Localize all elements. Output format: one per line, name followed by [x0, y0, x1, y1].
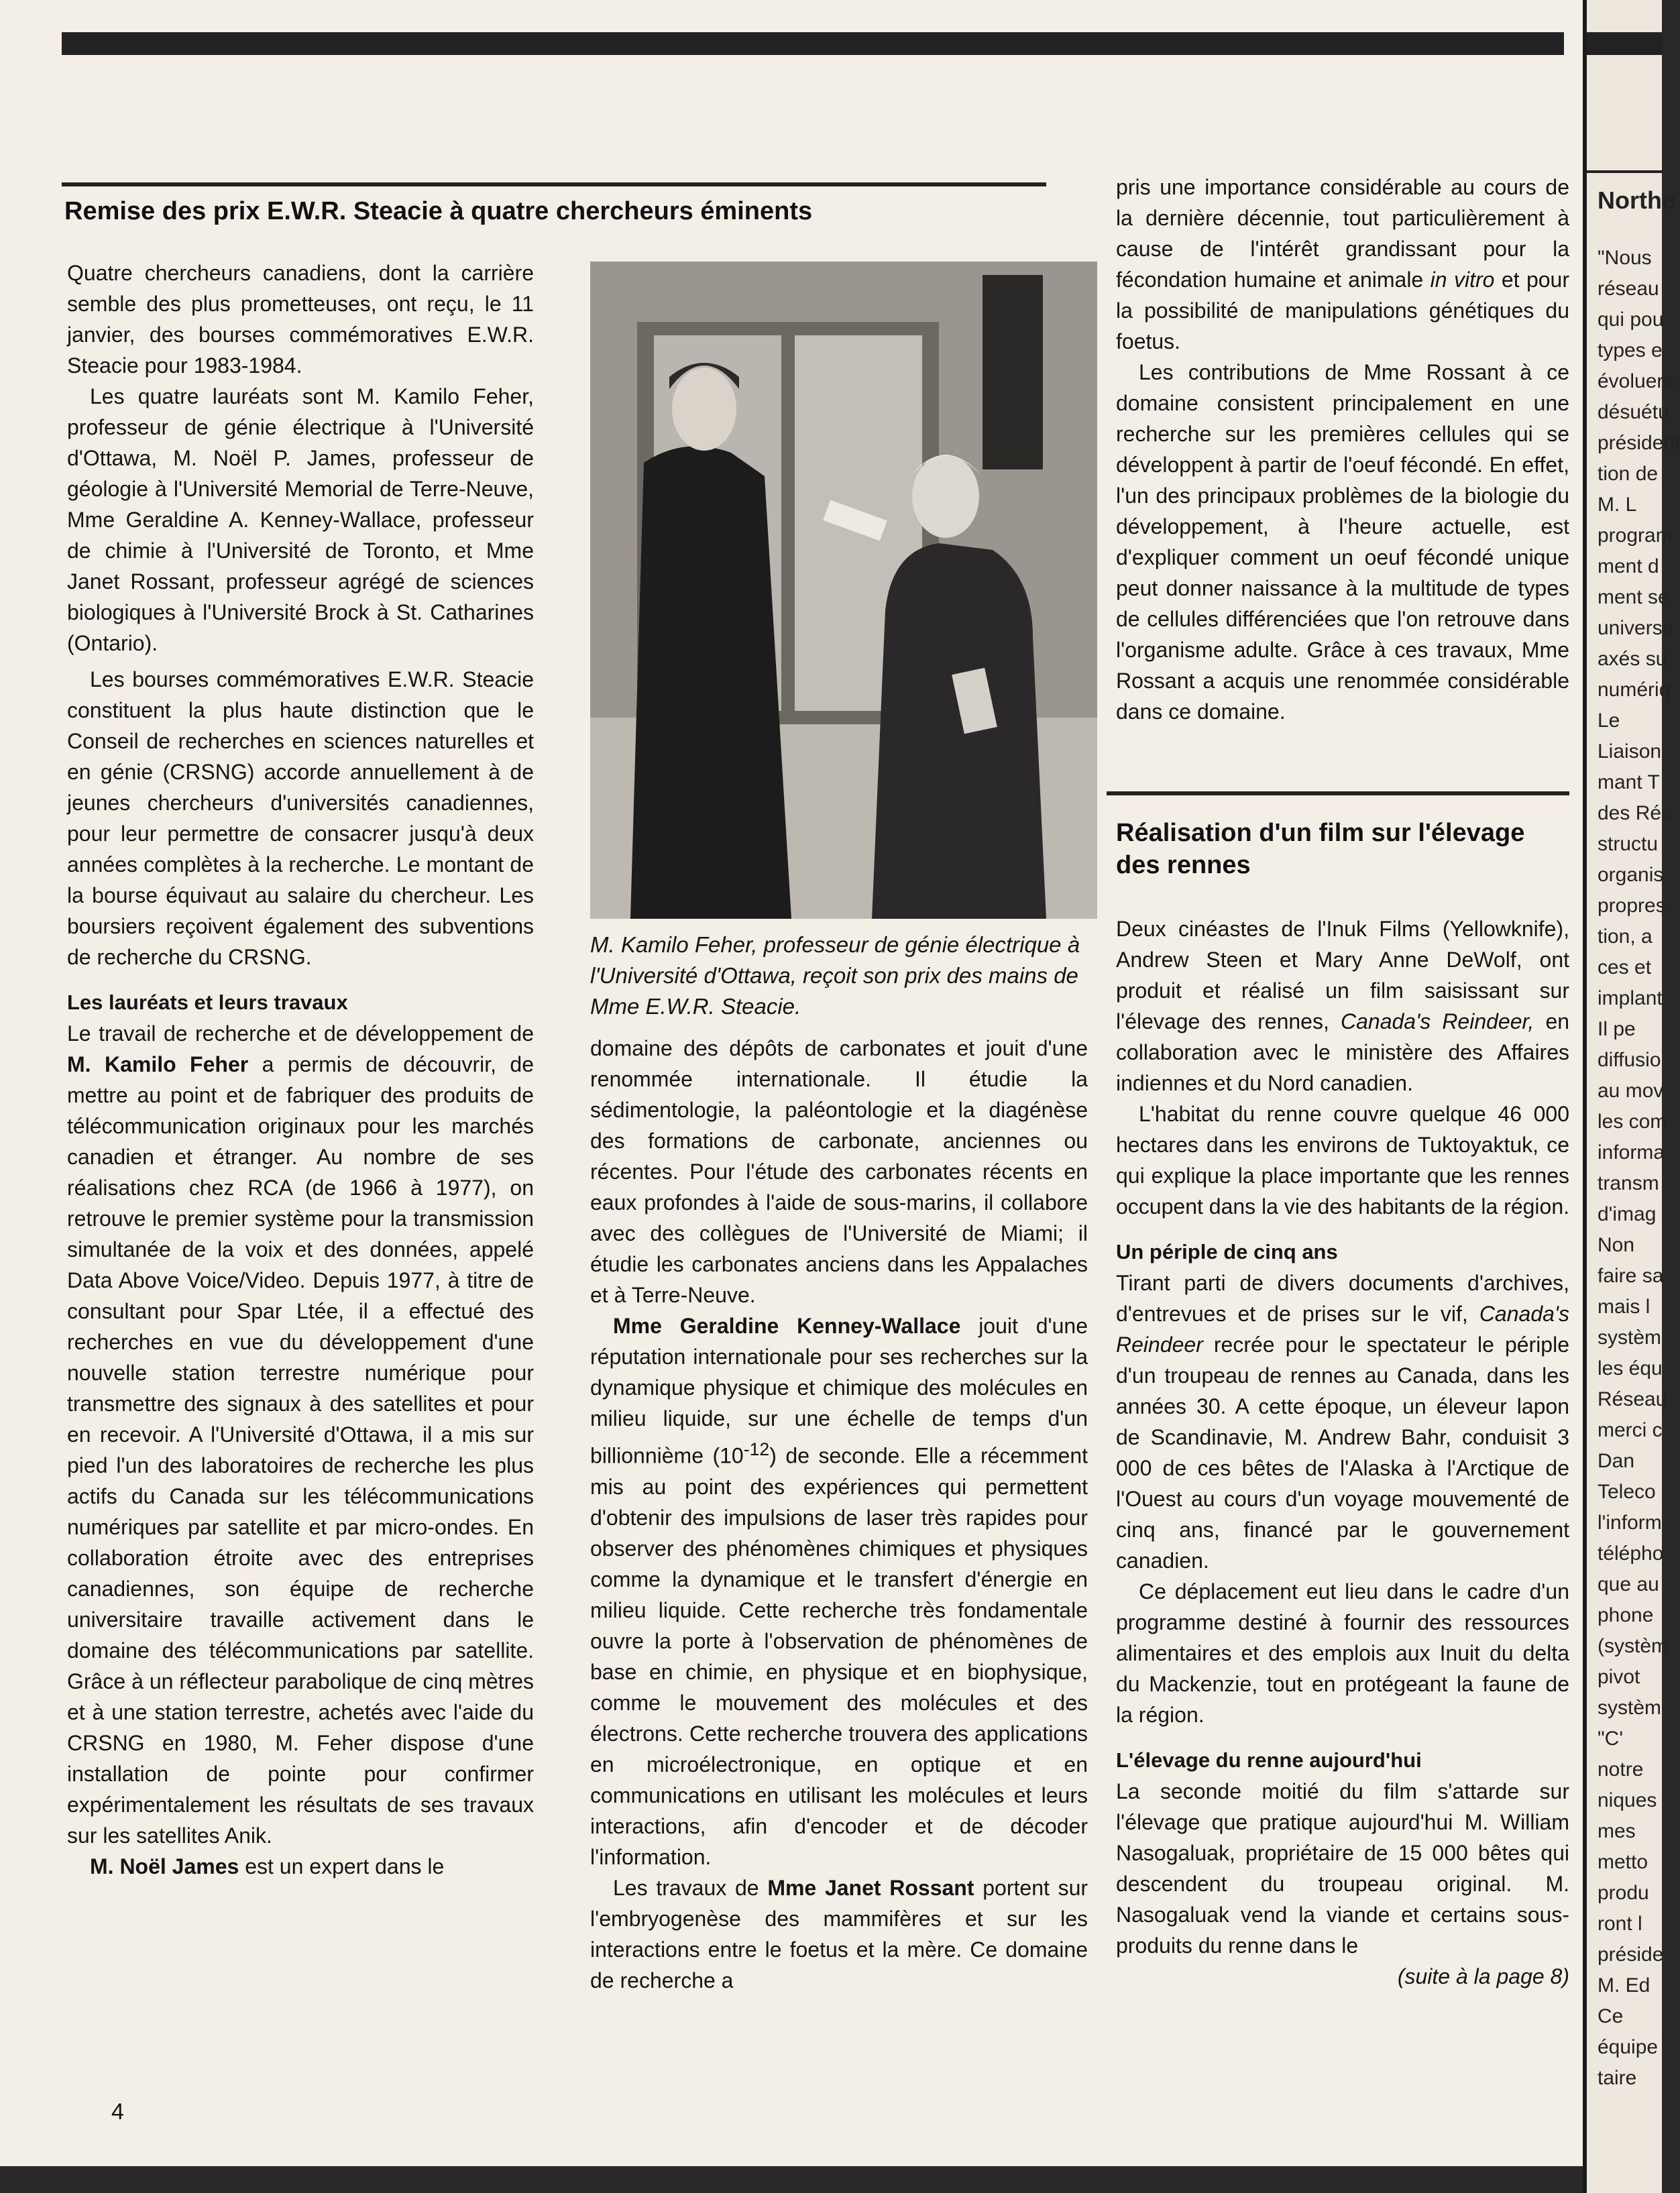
- photo-caption: M. Kamilo Feher, professeur de génie électrique à l'Université d'Ottawa, reçoit son prix des mains de Mme E.W.R. Steacie.: [590, 932, 1080, 1019]
- section-subheading: L'élevage du renne aujourd'hui: [1116, 1748, 1422, 1772]
- paragraph: Les quatre lauréats sont M. Kamilo Feher, professeur de génie électrique à l'Université d'Ottawa, M. Noël P. James, professeur de géologie à l'Université Memorial de Terre-Neuve, Mme Geraldine A. Kenney-Wallace, professeur de chimie à l'Université de Toronto, et Mme Janet Rossant, professeur agrégé de sciences biologiques à l'Université Brock à St. Catharines (Ontario).: [67, 384, 534, 655]
- next-page-line: les équ: [1598, 1357, 1663, 1380]
- film-title: Canada's Reindeer,: [1341, 1009, 1534, 1033]
- continued-note: (suite à la page 8): [1397, 1964, 1569, 1988]
- paragraph: M. Noël James est un expert dans le: [90, 1854, 445, 1878]
- next-page-line: mant T: [1598, 771, 1660, 793]
- paragraph: L'habitat du renne couvre quelque 46 000 hectares dans les environs de Tuktoyaktuk, ce qui explique la place importante que les rennes occupent dans la vie des habitants de la région.: [1116, 1102, 1570, 1219]
- next-page-line: propres: [1598, 895, 1666, 917]
- next-page-line: structu: [1598, 833, 1659, 855]
- next-page-line: qui pou: [1598, 308, 1664, 331]
- next-page-line: M. L: [1598, 494, 1637, 516]
- paragraph: pris une importance considérable au cours de la dernière décennie, tout particulièrement à cause de l'intérêt grandissant pour la fécondation humaine et animale in vitro et pour la possibilité de manipulations génétiques du foetus.: [1116, 175, 1570, 353]
- next-page-line: diffusio: [1598, 1049, 1661, 1071]
- next-page-line: Non: [1598, 1234, 1635, 1256]
- next-page-line: des Rés: [1598, 802, 1672, 824]
- next-page-line: implant: [1598, 987, 1663, 1009]
- next-page-line: notre: [1598, 1758, 1644, 1781]
- next-page-top-rule: [1587, 32, 1662, 55]
- paragraph: Les contributions de Mme Rossant à ce domaine consistent principalement en une recherche sur les premières cellules qui se développent à partir de l'oeuf fécondé. En effet, l'un des principaux problèmes de la biologie du développement, à l'heure actuelle, est d'expliquer comment un oeuf fécondé unique peut donner naissance à la multitude de types de cellules différenciées que l'on retrouve dans l'organisme adulte. Grâce à ces travaux, Mme Rossant a acquis une renommée considérable dans ce domaine.: [1116, 360, 1569, 724]
- next-page-line: taire: [1598, 2067, 1637, 2089]
- article1-column-1: [67, 258, 534, 1882]
- section-subheading: Les lauréats et leurs travaux: [67, 991, 348, 1014]
- article1-title-rule: [62, 182, 1046, 186]
- person-name: Mme Geraldine Kenney-Wallace: [613, 1314, 961, 1338]
- next-page-line: réseau: [1598, 278, 1659, 300]
- next-page-line: niques: [1598, 1789, 1657, 1811]
- next-page-line: transm: [1598, 1172, 1659, 1194]
- paragraph: Le travail de recherche et de développement de M. Kamilo Feher a permis de découvrir, de mettre au point et de fabriquer des produits de télécommunication originaux pour les marchés canadien et étranger. Au nombre de ses réalisations chez RCA (de 1966 à 1977), on retrouve le premier système pour la transmission simultanée de la voix et des données, appelé Data Above Voice/Video. Depuis 1977, à titre de consultant pour Spar Ltée, il a effectué des recherches en vue du développement d'une nouvelle station terrestre numérique pour transmettre des signaux à des satellites et pour en recevoir. A l'Université d'Ottawa, il a mis sur pied l'un des laboratoires de recherche les plus actifs du Canada sur les télécommunications numériques par satellite et par micro-ondes. En collaboration étroite avec des entreprises canadiennes, son équipe de recherche universitaire travaille activement dans le domaine des télécommunications par satellite. Grâce à un réflecteur parabolique de cinq mètres et à une station terrestre, achetés avec l'aide du CRSNG en 1980, M. Feher dispose d'une installation de pointe pour confirmer expérimentalement les résultats de ses travaux sur les satellites Anik.: [67, 1021, 535, 1848]
- paragraph: Quatre chercheurs canadiens, dont la carrière semble des plus prometteuses, ont reçu, le 11 janvier, des bourses commémoratives E.W.R. Steacie pour 1983-1984.: [67, 261, 534, 378]
- next-page-line: mes: [1598, 1820, 1636, 1842]
- next-page-line: d'imag: [1598, 1203, 1657, 1225]
- person-name: M. Noël James: [90, 1854, 239, 1878]
- next-page-line: équipe: [1598, 2036, 1659, 2058]
- next-page-line: préside: [1598, 1944, 1664, 1966]
- next-page-line: Le: [1598, 710, 1620, 732]
- next-page-line: phone: [1598, 1604, 1654, 1626]
- next-page-line: systèm: [1598, 1327, 1662, 1349]
- next-page-line: au mov: [1598, 1080, 1664, 1102]
- next-page-line: universe: [1598, 617, 1674, 639]
- section-subheading: Un périple de cinq ans: [1116, 1240, 1338, 1263]
- article1-column-2: [590, 1033, 1088, 1996]
- next-page-line: program: [1598, 524, 1673, 547]
- next-page-line: organis: [1598, 864, 1664, 886]
- next-page-line: systèm: [1598, 1697, 1662, 1719]
- award-photograph: [590, 262, 1097, 919]
- next-page-edge: [1583, 0, 1680, 2193]
- paragraph: Ce déplacement eut lieu dans le cadre d'un programme destiné à fournir des ressources alimentaires et des emplois aux Inuit du delta du Mackenzie, tout en protégeant la faune de la région.: [1116, 1579, 1569, 1727]
- next-page-line: metto: [1598, 1851, 1648, 1873]
- next-page-line: évoluera: [1598, 370, 1675, 392]
- next-page-line: ront l: [1598, 1913, 1642, 1935]
- article2-title: Réalisation d'un film sur l'élevage des rennes: [1116, 819, 1525, 879]
- next-page-line: "Nous: [1598, 247, 1652, 269]
- next-page-line: Liaison: [1598, 740, 1662, 763]
- article1-title: Remise des prix E.W.R. Steacie à quatre chercheurs éminents: [64, 197, 813, 225]
- next-page-line: Teleco: [1598, 1481, 1656, 1503]
- paragraph: Tirant parti de divers documents d'archives, d'entrevues et de prises sur le vif, Canada's Reindeer recrée pour le spectateur le périple d'un troupeau de rennes au Canada, dans les années 30. A cette époque, un éleveur lapon de Scandinavie, M. Andrew Bahr, conduisit 3 000 de ces bêtes de l'Alaska à l'Arctique de l'Ouest au cours d'un voyage mouvementé de cinq ans, financé par le gouvernement canadien.: [1116, 1271, 1570, 1573]
- next-page-line: types e: [1598, 339, 1663, 361]
- film-title: Canada's Reindeer: [1116, 1302, 1570, 1357]
- next-page-line: (systèm: [1598, 1635, 1668, 1657]
- next-page-line: produ: [1598, 1882, 1649, 1904]
- next-page-line: Réseau: [1598, 1388, 1667, 1410]
- next-page-line: l'inform: [1598, 1512, 1662, 1534]
- next-page-line: tion, a: [1598, 925, 1653, 948]
- paragraph: Les bourses commémoratives E.W.R. Steacie constituent la plus haute distinction que le Conseil de recherches en sciences naturelles et en génie (CRSNG) accorde annuellement à de jeunes chercheurs d'universités canadiennes, pour leur permettre de consacrer jusqu'à deux années complètes à la recherche. Le montant de la bourse équivaut au salaire du chercheur. Les boursiers reçoivent également des subventions de recherche du CRSNG.: [67, 667, 534, 969]
- article2-title-rule: [1107, 791, 1569, 795]
- next-page-line: président: [1598, 432, 1680, 454]
- next-page-title: Northe: [1598, 186, 1675, 214]
- photo-illustration: [590, 262, 1097, 919]
- next-page-line: ment se: [1598, 586, 1669, 608]
- next-page-line: merci c: [1598, 1419, 1663, 1441]
- next-page-line: M. Ed: [1598, 1974, 1650, 1997]
- next-page-line: informa: [1598, 1141, 1665, 1164]
- paragraph: domaine des dépôts de carbonates et jouit d'une renommée internationale. Il étudie la sédimentologie, la paléontologie et la diagénèse des formations de carbonate, anciennes ou récentes. Pour l'étude des carbonates récents en eaux profondes à l'aide de sous-marins, il collabore avec des collègues de l'Université de Miami; il étudie les carbonates anciens dans les Appalaches et à Terre-Neuve.: [590, 1036, 1088, 1307]
- next-page-line: numériq: [1598, 679, 1671, 701]
- next-page-line: Dan: [1598, 1450, 1635, 1472]
- next-page-line: axés su: [1598, 648, 1667, 670]
- next-page-line: ment d: [1598, 555, 1659, 577]
- next-page-line: "C': [1598, 1728, 1624, 1750]
- next-page-line: mais l: [1598, 1296, 1650, 1318]
- paragraph: La seconde moitié du film s'attarde sur l'élevage que pratique aujourd'hui M. William Nasogaluak, propriétaire de 15 000 bêtes qui descendent du troupeau original. M. Nasogaluak vend la viande et certains sous-produits du renne dans le: [1116, 1779, 1569, 1958]
- top-rule: [62, 32, 1564, 55]
- article1-column-3: [1116, 172, 1569, 727]
- next-page-line: désuétu: [1598, 401, 1669, 423]
- next-page-line: que au: [1598, 1573, 1659, 1595]
- next-page-line: tion de: [1598, 463, 1659, 485]
- paragraph: Mme Geraldine Kenney-Wallace jouit d'une réputation internationale pour ses recherches sur la dynamique physique et chimique des molécules en milieu liquide, sur une échelle de temps d'un billionnième $(10^{-12})$ de seconde. Elle a récemment mis au point des expériences qui permettent d'obtenir des impulsions de laser très rapides pour observer des phénomènes chimiques et physiques comme la dynamique et le transfert d'énergie en milieu liquide. Cette recherche très fondamentale ouvre la porte à l'observation de phénomènes de base en chimie, en physique et en biophysique, comme le mouvement des molécules et des électrons. Cette recherche trouvera des applications en microélectronique, en optique et en communications en utilisant les molécules et leurs interactions, afin d'encoder et de décoder l'information.: [590, 1314, 1088, 1869]
- person-name: Mme Janet Rossant: [767, 1875, 974, 1900]
- next-page-line: pivot: [1598, 1666, 1640, 1688]
- next-page-line: Il pe: [1598, 1018, 1636, 1040]
- article2-column: [1116, 913, 1569, 1992]
- person-name: M. Kamilo Feher: [67, 1052, 249, 1076]
- next-page-line: les com: [1598, 1111, 1667, 1133]
- next-page-line: télépho: [1598, 1542, 1664, 1565]
- next-page-line: faire sa: [1598, 1265, 1664, 1287]
- next-page-line: Ce: [1598, 2005, 1624, 2027]
- paragraph: Deux cinéastes de l'Inuk Films (Yellowknife), Andrew Steen et Mary Anne DeWolf, ont produit et réalisé un film saisissant sur l'élevage des rennes, Canada's Reindeer, en collaboration avec le ministère des Affaires indiennes et du Nord canadien.: [1116, 917, 1570, 1095]
- next-page-line: ces et: [1598, 956, 1652, 978]
- paragraph: Les travaux de Mme Janet Rossant portent sur l'embryogenèse des mammifères et sur les interactions entre le foetus et la mère. Ce domaine de recherche a: [590, 1875, 1088, 1992]
- next-page-title-rule: [1587, 170, 1662, 173]
- page-number: 4: [111, 2099, 124, 2125]
